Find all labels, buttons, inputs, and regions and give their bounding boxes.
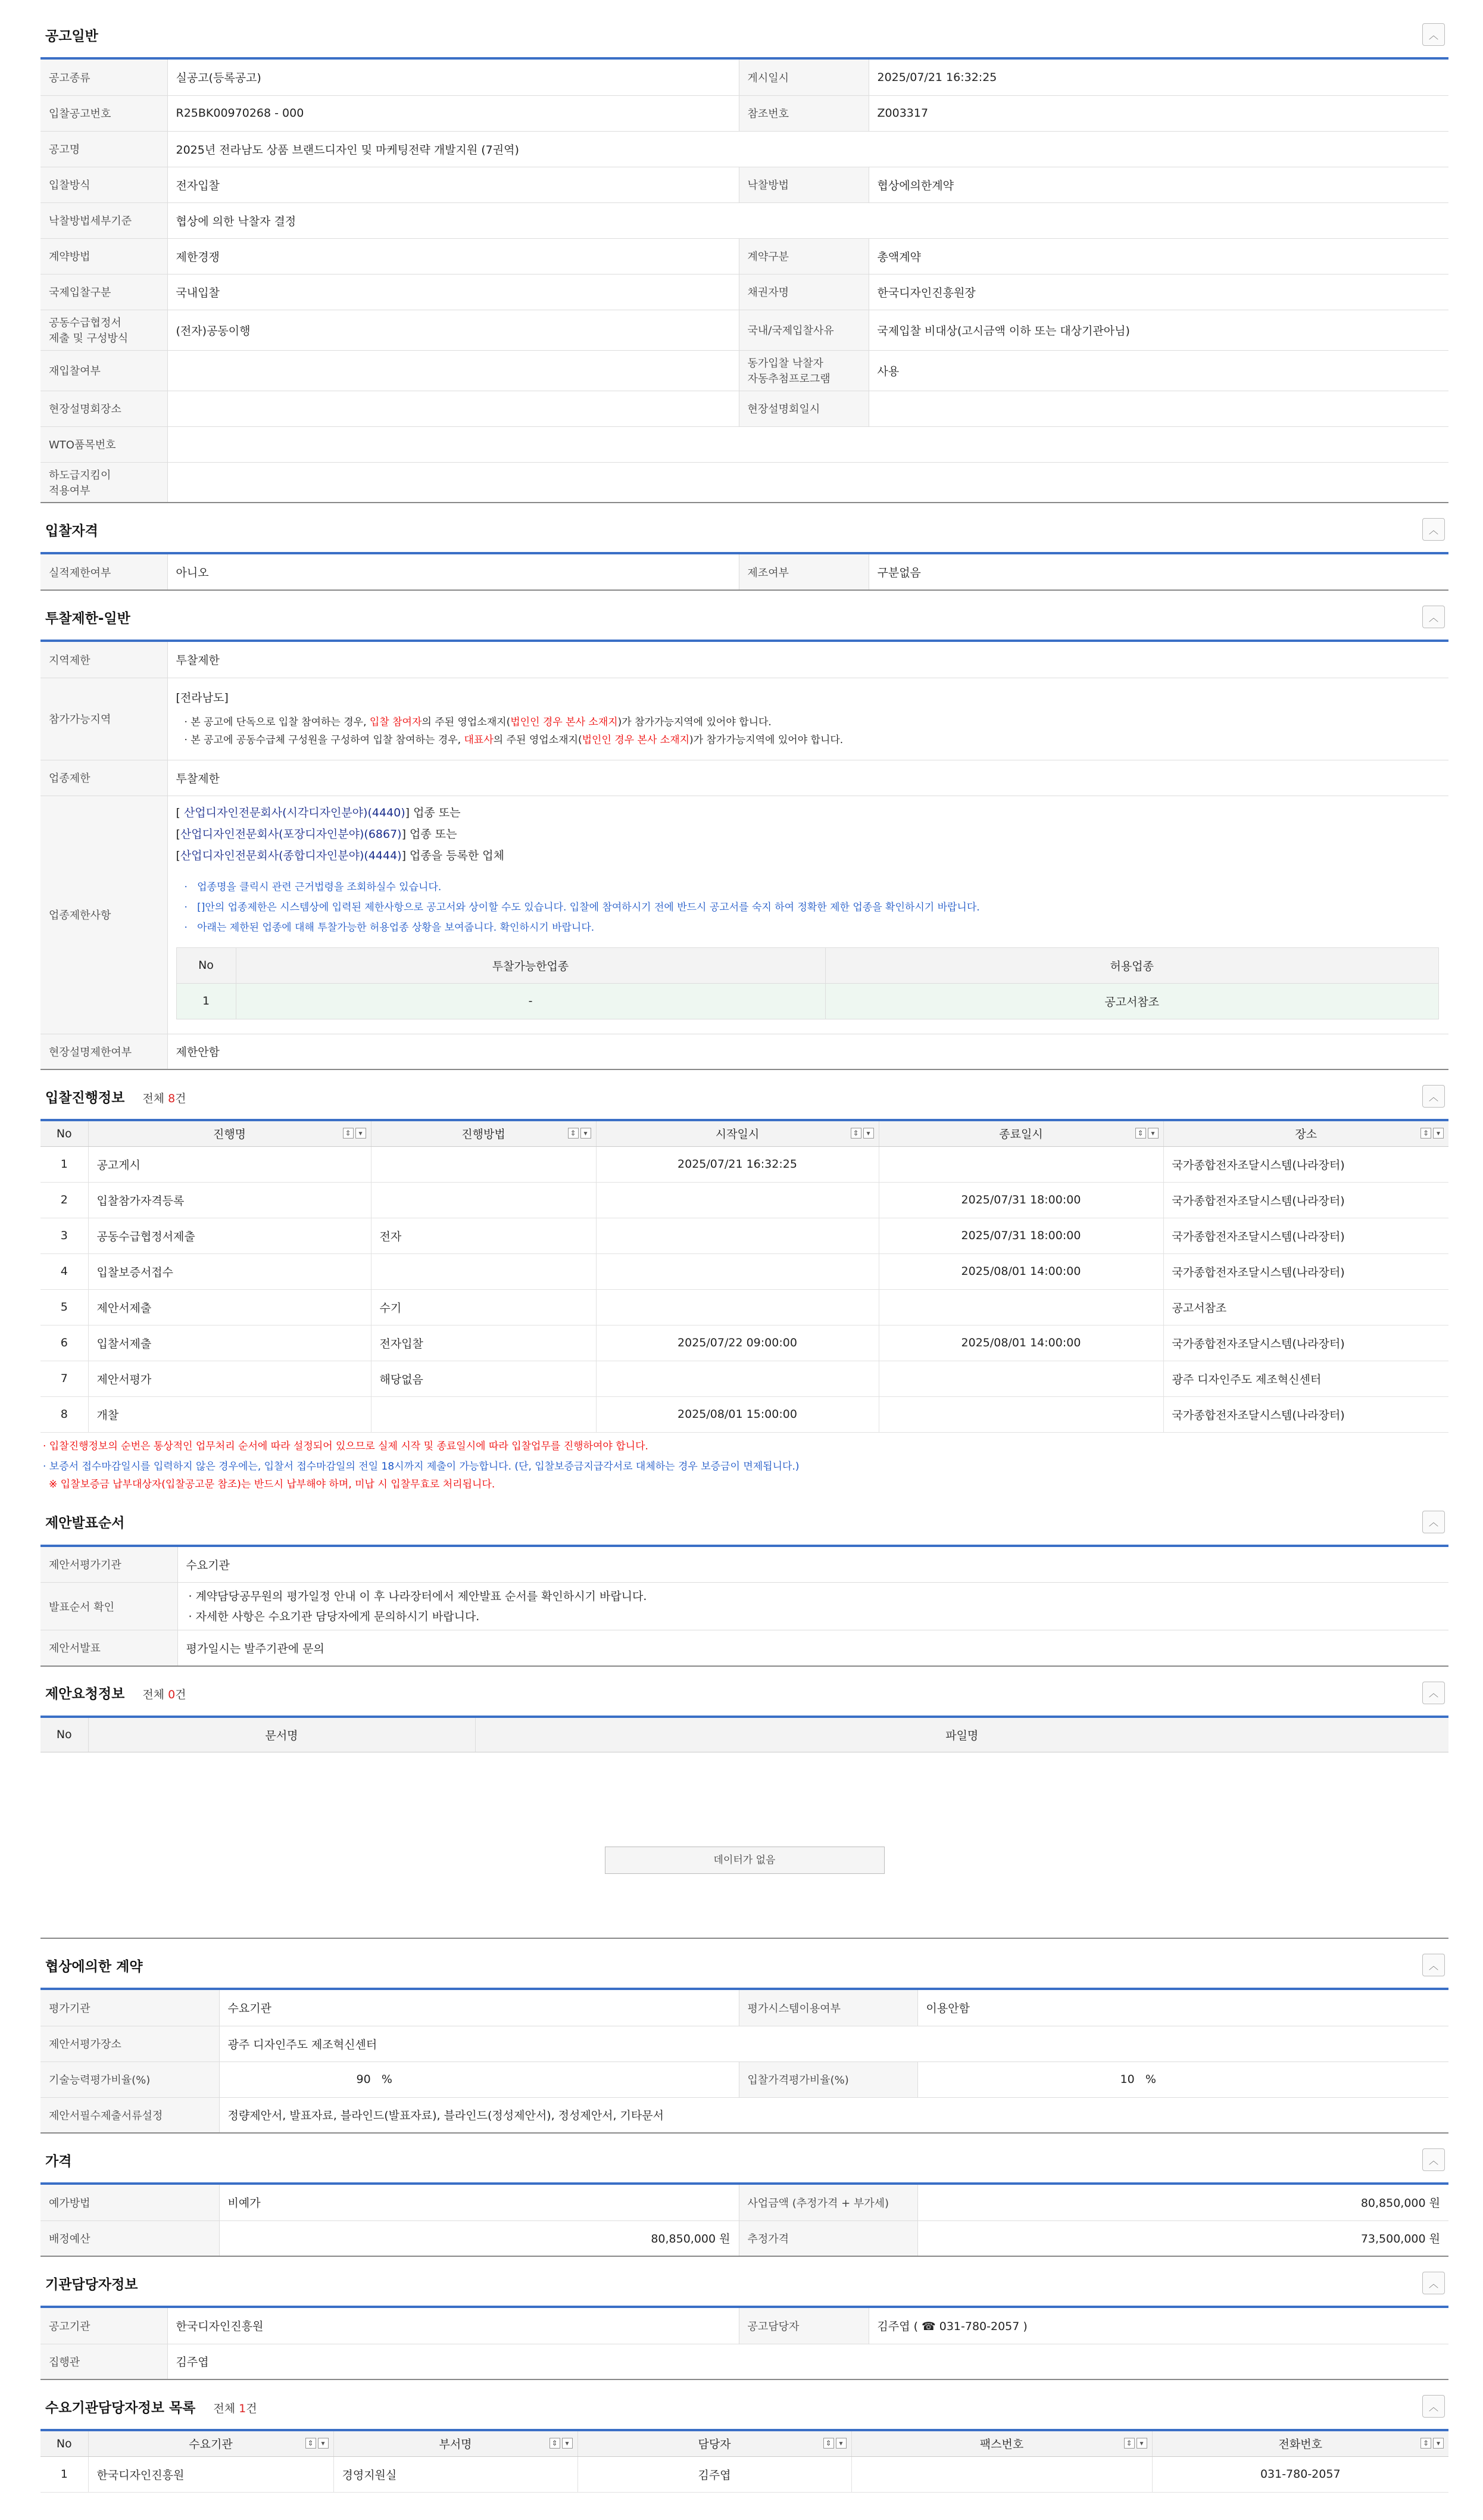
field-value: 김주엽 [167,2344,1448,2379]
field-label: 입찰가격평가비율(%) [739,2061,917,2097]
cell: 국가종합전자조달시스템(나라장터) [1163,1325,1448,1361]
sort-icon[interactable]: ⇕ ▾ [343,1128,366,1139]
collapse-toggle-icon[interactable]: ︿ [1422,1511,1445,1533]
field-label: 국내/국제입찰사유 [739,310,869,350]
field-value: 협상에의한계약 [869,167,1448,202]
field-value: 80,850,000 원 [917,2185,1448,2220]
section-title: 제안발표순서 [45,1515,125,1531]
progress-table [40,1121,1448,1433]
general-row [40,202,1448,238]
field-value [167,350,739,391]
cell: 개찰 [88,1396,371,1432]
cell: 031-780-2057 [1152,2456,1448,2492]
bullet-note: · 자세한 사항은 수요기관 담당자에게 문의하시기 바랍니다. [188,1610,480,1623]
field-value: 평가일시는 발주기관에 문의 [177,1630,1448,1666]
cell: 2025/08/01 15:00:00 [596,1396,879,1432]
request-table [40,1718,1448,1753]
total-count: 전체 0건 [142,1688,186,1701]
section-header [40,12,1448,60]
column-header[interactable]: 문서명 [88,1718,475,1752]
section-title: 기관담당자정보 [45,2276,138,2293]
section-bid-limit [40,594,1448,1070]
field-label: 낙찰방법세부기준 [40,202,167,238]
field-label: 현장설명회장소 [40,391,167,426]
field-value: 국내입찰 [167,274,739,310]
progress-note: · 보증서 접수마감일시를 입력하지 않은 경우에는, 입찰서 접수마감일의 전일 18시까지 제출이 가능합니다. (단, 입찰보증금지급각서로 대체하는 경우 보증금이 면제됩니다.) [43,1460,800,1473]
section-general [40,12,1448,503]
collapse-toggle-icon[interactable]: ︿ [1422,518,1445,541]
field-label: 계약방법 [40,238,167,274]
field-value: 전자입찰 [167,167,739,202]
cell [371,1146,596,1182]
field-value: 80,850,000 원 [219,2220,739,2256]
cell: 공고서참조 [1163,1289,1448,1325]
sort-icon[interactable]: ⇕ ▾ [568,1128,591,1139]
cell: 1 [176,983,236,1019]
cell: 2025/07/22 09:00:00 [596,1325,879,1361]
cell: 국가종합전자조달시스템(나라장터) [1163,1218,1448,1253]
field-value: 수요기관 [177,1547,1448,1583]
total-count: 전체 1건 [213,2402,257,2415]
field-label: 제안서평가기관 [40,1547,177,1583]
cell: 수기 [371,1289,596,1325]
field-label: 국제입찰구분 [40,274,167,310]
field-label: 제조여부 [739,554,869,590]
field-value: 73,500,000 원 [917,2220,1448,2256]
cell: 2025/07/31 18:00:00 [879,1218,1163,1253]
cell: 1 [40,1146,88,1182]
area-head: [전라남도] [176,691,229,704]
field-value: 아니오 [167,554,739,590]
field-label: 동가입찰 낙찰자 자동추첨프로그램 [739,350,869,391]
field-label: 현장설명제한여부 [40,1034,167,1069]
field-label: 제안서발표 [40,1630,177,1666]
collapse-toggle-icon[interactable]: ︿ [1422,1085,1445,1108]
cell [596,1253,879,1289]
sort-icon[interactable]: ⇕ ▾ [823,2438,847,2449]
sort-icon[interactable]: ⇕ ▾ [851,1128,874,1139]
table-row [40,1146,1448,1182]
industry-link-4444[interactable]: 산업디자인전문회사(종합디자인분야)(4444) [180,849,402,862]
sort-icon[interactable]: ⇕ ▾ [1420,1128,1444,1139]
field-value: 이용안함 [917,1990,1448,2026]
progress-note: · 입찰진행정보의 순번은 통상적인 업무처리 순서에 따라 설정되어 있으므로 실제 시작 및 종료일시에 따라 입찰업무를 진행하여야 합니다. [43,1440,648,1452]
cell: 2025/08/01 14:00:00 [879,1325,1163,1361]
section-request [40,1670,1448,1939]
field-value: 광주 디자인주도 제조혁신센터 [219,2026,1448,2061]
price-table [40,2185,1448,2257]
cell: 국가종합전자조달시스템(나라장터) [1163,1146,1448,1182]
section-presentation [40,1499,1448,1667]
section-title: 공고일반 [45,28,98,44]
collapse-toggle-icon[interactable]: ︿ [1422,2148,1445,2171]
cell [851,2456,1152,2492]
field-value: 제한안함 [167,1034,1448,1069]
tech-ratio-value: 90 [356,2073,371,2086]
field-value: 2025년 전라남도 상품 브랜드디자인 및 마케팅전략 개발지원 (7권역) [167,131,1448,167]
cell: 5 [40,1289,88,1325]
field-label: 공고기관 [40,2308,167,2344]
cell: 한국디자인진흥원 [88,2456,333,2492]
field-label: 재입찰여부 [40,350,167,391]
field-label: 참조번호 [739,95,869,131]
column-header[interactable]: 장소 ⇕ ▾ [1163,1121,1448,1146]
column-header[interactable]: 전화번호 ⇕ ▾ [1152,2431,1448,2456]
field-label: 하도급지킴이 적용여부 [40,462,167,503]
section-negotiation [40,1942,1448,2134]
section-progress [40,1074,1448,1496]
field-value: 제한경쟁 [167,238,739,274]
column-header: 투찰가능한업종 [236,947,825,983]
cell: 경영지원실 [333,2456,577,2492]
field-value [869,391,1448,426]
field-label: 공고명 [40,131,167,167]
cell [371,1253,596,1289]
field-label: 집행관 [40,2344,167,2379]
section-title: 입찰진행정보 [45,1090,125,1106]
field-value: R25BK00970268 - 000 [167,95,739,131]
general-row [40,391,1448,426]
general-row [40,350,1448,391]
bullet-note: · []안의 업종제한은 시스템상에 입력된 제한사항으로 공고서와 상이할 수도 있습니다. 입찰에 참여하시기 전에 반드시 공고서를 숙지 하여 정확한 제한 업종을 확인하시기 바랍니다. [184,901,980,913]
bullet-note: · 계약담당공무원의 평가일정 안내 이 후 나라장터에서 제안발표 순서를 확인하시기 바랍니다. [188,1589,647,1603]
cell: 공고서참조 [825,983,1439,1019]
column-header[interactable]: 담당자 ⇕ ▾ [577,2431,851,2456]
cell: 국가종합전자조달시스템(나라장터) [1163,1182,1448,1218]
qualification-table [40,554,1448,591]
column-header[interactable]: No [40,1718,88,1752]
bullet-note: · 업종명을 클릭시 관련 근거법령을 조회하실수 있습니다. [184,881,442,893]
general-table [40,60,1448,503]
field-label: 업종제한사항 [40,796,167,1034]
industry-link-6867[interactable]: 산업디자인전문회사(포장디자인분야)(6867) [180,827,402,841]
field-value: 2025/07/21 16:32:25 [869,60,1448,95]
negotiation-table: 평가기관 수요기관 평가시스템이용여부 이용안함 제안서평가장소 광주 디자인주도 제조혁신센터 기술능력평가비율(%) 90 % 입찰가격평가비율(%) 10 % 제안서필수제출서류설정 정량제안서, 발표자료, 블라인드(발표자료), 블라인드(정성제안서), 정성제안서, 기타문서 [40,1990,1448,2134]
sort-icon[interactable]: ⇕ ▾ [550,2438,573,2449]
general-row [40,238,1448,274]
section-title: 제안요청정보 [45,1686,125,1702]
column-header[interactable]: 부서명 ⇕ ▾ [333,2431,577,2456]
collapse-toggle-icon[interactable]: ︿ [1422,23,1445,46]
field-value: 한국디자인진흥원 [167,2308,739,2344]
field-label: 평가시스템이용여부 [739,1990,917,2026]
field-value: 국제입찰 비대상(고시금액 이하 또는 대상기관아님) [869,310,1448,350]
column-header[interactable]: 진행명 ⇕ ▾ [88,1121,371,1146]
field-value: 협상에 의한 낙찰자 결정 [167,202,1448,238]
field-label: 입찰방식 [40,167,167,202]
cell: 제안서평가 [88,1361,371,1396]
collapse-toggle-icon[interactable]: ︿ [1422,1682,1445,1704]
cell [596,1361,879,1396]
field-value: (전자)공동이행 [167,310,739,350]
general-row [40,95,1448,131]
cell: - [236,983,825,1019]
section-title: 투찰제한-일반 [45,610,130,626]
field-value [167,426,1448,462]
column-header[interactable]: No [40,1121,88,1146]
field-label: 예가방법 [40,2185,219,2220]
field-value: Z003317 [869,95,1448,131]
field-label: 배정예산 [40,2220,219,2256]
cell [371,1396,596,1432]
table-row [40,1218,1448,1253]
general-row [40,167,1448,202]
industry-detail-cell: [ 산업디자인전문회사(시각디자인분야)(4440)] 업종 또는 [산업디자인전문회사(포장디자인분야)(6867)] 업종 또는 [산업디자인전문회사(종합디자인분야)(4444)] 업종을 등록한 업체 · 업종명을 클릭시 관련 근거법령을 조회하실수 있습니다. · []안의 업종제한은 시스템상에 입력된 제한사항으로 공고서와 상이할 수도 있습니다. 입찰에 참여하시기 전에 반드시 공고서를 숙지 하여 정확한 제한 업종을 확인하시기 바랍니다. · 아래는 제한된 업종에 대해 투찰가능한 허용업종 상황을 보여줍니다. 확인하시기 바랍니다. No 투찰가능한업종 허용업종 1 - 공고서참조 [167,796,1448,1034]
field-label: 참가가능지역 [40,678,167,760]
field-value: 구분없음 [869,554,1448,590]
cell: 공고게시 [88,1146,371,1182]
collapse-toggle-icon[interactable]: ︿ [1422,2395,1445,2418]
cell: 국가종합전자조달시스템(나라장터) [1163,1253,1448,1289]
section-price [40,2137,1448,2257]
collapse-toggle-icon[interactable]: ︿ [1422,1954,1445,1976]
demand-contact-table [40,2431,1448,2493]
column-header[interactable]: 수요기관 ⇕ ▾ [88,2431,333,2456]
cell: 국가종합전자조달시스템(나라장터) [1163,1396,1448,1432]
cell: 전자입찰 [371,1325,596,1361]
field-value: 실공고(등록공고) [167,60,739,95]
cell: 입찰보증서접수 [88,1253,371,1289]
section-qualification [40,507,1448,591]
field-label: 낙찰방법 [739,167,869,202]
field-value: 김주엽 ( ☎ 031-780-2057 ) [869,2308,1448,2344]
sort-icon[interactable]: ⇕ ▾ [1420,2438,1444,2449]
column-header[interactable]: No [40,2431,88,2456]
allowed-industry-table [176,947,1440,1019]
field-label: WTO품목번호 [40,426,167,462]
section-title: 협상에의한 계약 [45,1958,143,1975]
section-title: 수요기관담당자정보 목록 [45,2400,196,2416]
field-value: 수요기관 [219,1990,739,2026]
field-label: 기술능력평가비율(%) [40,2061,219,2097]
general-row [40,131,1448,167]
cell: 해당없음 [371,1361,596,1396]
field-label: 사업금액 (추정가격 + 부가세) [739,2185,917,2220]
general-row [40,462,1448,503]
field-label: 제안서평가장소 [40,2026,219,2061]
cell [596,1289,879,1325]
area-note-2: · 본 공고에 공동수급체 구성원을 구성하여 입찰 참여하는 경우, 대표사의 주된 영업소재지(법인인 경우 본사 소재지)가 참가가능지역에 있어야 합니다. [184,734,844,746]
field-value [167,391,739,426]
field-value: 한국디자인진흥원장 [869,274,1448,310]
field-value [167,462,1448,503]
general-row [40,426,1448,462]
bullet-note: · 아래는 제한된 업종에 대해 투찰가능한 허용업종 상황을 보여줍니다. 확인하시기 바랍니다. [184,921,595,934]
general-row [40,310,1448,350]
field-label: 공고종류 [40,60,167,95]
section-title: 입찰자격 [45,523,98,539]
field-value: 투찰제한 [167,760,1448,796]
field-value: 비예가 [219,2185,739,2220]
cell: 7 [40,1361,88,1396]
sort-icon[interactable]: ⇕ ▾ [305,2438,329,2449]
field-label: 제안서필수제출서류설정 [40,2097,219,2133]
field-label: 입찰공고번호 [40,95,167,131]
column-header[interactable]: 시작일시 ⇕ ▾ [596,1121,879,1146]
collapse-toggle-icon[interactable]: ︿ [1422,2272,1445,2294]
table-row [40,1396,1448,1432]
column-header[interactable]: 종료일시 ⇕ ▾ [879,1121,1163,1146]
cell: 2025/07/21 16:32:25 [596,1146,879,1182]
field-value: 투찰제한 [167,642,1448,678]
total-count: 전체 8건 [142,1091,186,1105]
table-row [40,1289,1448,1325]
column-header[interactable]: 파일명 [475,1718,1448,1752]
cell: 6 [40,1325,88,1361]
field-label: 공동수급협정서 제출 및 구성방식 [40,310,167,350]
field-label: 채권자명 [739,274,869,310]
cell [371,1182,596,1218]
sort-icon[interactable]: ⇕ ▾ [1135,1128,1159,1139]
cell [879,1289,1163,1325]
cell: 8 [40,1396,88,1432]
sort-icon[interactable]: ⇕ ▾ [1124,2438,1147,2449]
field-value: 사용 [869,350,1448,391]
cell: 2025/07/31 18:00:00 [879,1182,1163,1218]
cell [879,1361,1163,1396]
column-header[interactable]: 진행방법 ⇕ ▾ [371,1121,596,1146]
cell [879,1396,1163,1432]
cell [879,1146,1163,1182]
section-org-contact [40,2260,1448,2380]
area-cell [167,678,1448,760]
industry-link-4440[interactable]: 산업디자인전문회사(시각디자인분야)(4440) [183,806,405,819]
presentation-table [40,1547,1448,1667]
table-row [40,2456,1448,2492]
area-note-1: · 본 공고에 단독으로 입찰 참여하는 경우, 입찰 참여자의 주된 영업소재지(법인인 경우 본사 소재지)가 참가가능지역에 있어야 합니다. [184,716,772,728]
cell: 4 [40,1253,88,1289]
cell: 광주 디자인주도 제조혁신센터 [1163,1361,1448,1396]
cell: 공동수급협정서제출 [88,1218,371,1253]
general-row [40,60,1448,95]
field-label: 지역제한 [40,642,167,678]
field-label: 발표순서 확인 [40,1583,177,1630]
collapse-toggle-icon[interactable]: ︿ [1422,606,1445,628]
cell: 김주엽 [577,2456,851,2492]
progress-note: ※ 입찰보증금 납부대상자(입찰공고문 참조)는 반드시 납부해야 하며, 미납 시 입찰무효로 처리됩니다. [49,1478,495,1490]
field-label: 계약구분 [739,238,869,274]
table-row [40,1182,1448,1218]
cell: 전자 [371,1218,596,1253]
column-header[interactable]: 팩스번호 ⇕ ▾ [851,2431,1152,2456]
table-row [40,1325,1448,1361]
section-title: 가격 [45,2153,72,2169]
cell [596,1218,879,1253]
field-label: 업종제한 [40,760,167,796]
bid-limit-table [40,642,1448,1070]
table-row [40,1253,1448,1289]
cell: 2 [40,1182,88,1218]
column-header: 허용업종 [825,947,1439,983]
field-label: 실적제한여부 [40,554,167,590]
field-label: 평가기관 [40,1990,219,2026]
field-label: 게시일시 [739,60,869,95]
section-demand-contact [40,2384,1448,2493]
general-row [40,274,1448,310]
cell: 2025/08/01 14:00:00 [879,1253,1163,1289]
field-label: 현장설명회일시 [739,391,869,426]
cell: 제안서제출 [88,1289,371,1325]
cell [596,1182,879,1218]
field-value: 총액계약 [869,238,1448,274]
field-label: 추정가격 [739,2220,917,2256]
no-data-message: 데이터가 없음 [605,1847,885,1874]
field-value: 정량제안서, 발표자료, 블라인드(발표자료), 블라인드(정성제안서), 정성제안서, 기타문서 [219,2097,1448,2133]
cell: 1 [40,2456,88,2492]
cell: 입찰참가자격등록 [88,1182,371,1218]
cell: 3 [40,1218,88,1253]
cell: 입찰서제출 [88,1325,371,1361]
org-contact-table [40,2308,1448,2380]
table-row [40,1361,1448,1396]
price-ratio-value: 10 [1120,2073,1135,2086]
column-header: No [176,947,236,983]
field-label: 공고담당자 [739,2308,869,2344]
